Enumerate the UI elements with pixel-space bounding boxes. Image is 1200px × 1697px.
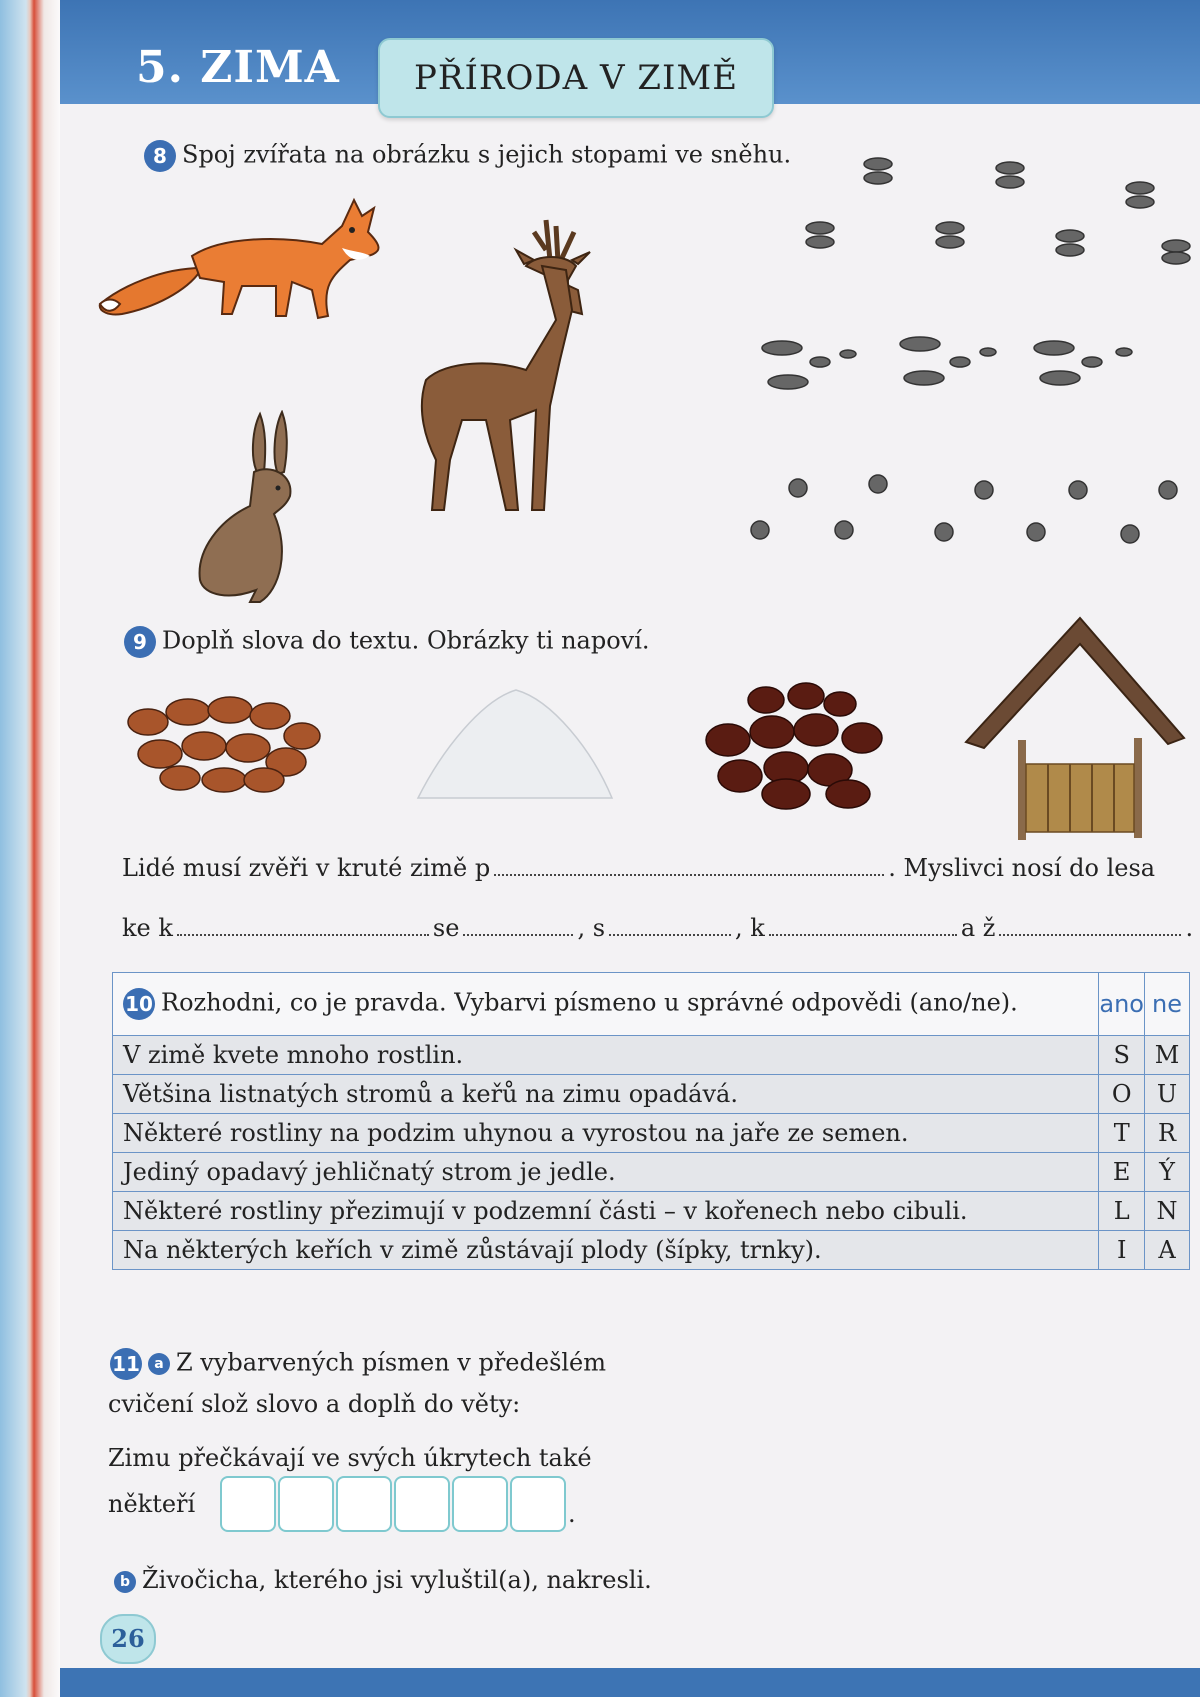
task-11a-text-1: Z vybarvených písmen v předešlém (176, 1348, 607, 1377)
task-9-heading (124, 626, 650, 658)
line2-text-f: . (1185, 914, 1194, 942)
chestnuts-picture (700, 680, 896, 812)
no-column-header: ne (1145, 973, 1190, 1036)
letter-box-3[interactable] (336, 1476, 392, 1532)
task-11a-sentence-line-1: Zimu přečkávají ve svých úkrytech také (108, 1444, 592, 1472)
page-edge (0, 0, 60, 1697)
table-row (113, 1153, 1190, 1192)
table-row (113, 1075, 1190, 1114)
acorns-picture (118, 682, 324, 794)
answer-blank-2[interactable] (177, 912, 429, 936)
roe-deer-illustration[interactable] (406, 210, 626, 520)
topic-title: PŘÍRODA V ZIMĚ (378, 38, 774, 118)
line2-text-e: a ž (960, 914, 996, 942)
task-11a-text-line-2: cvičení slož slovo a doplň do věty: (108, 1390, 521, 1418)
yes-letter[interactable]: E (1099, 1153, 1145, 1192)
statement: Jediný opadavý jehličnatý strom je jedle. (113, 1153, 1099, 1192)
subtask-a-badge: a (148, 1353, 170, 1375)
statement: V zimě kvete mnoho rostlin. (113, 1036, 1099, 1075)
salt-picture (412, 680, 618, 804)
line1-text-a: Lidé musí zvěři v kruté zimě p (122, 854, 491, 882)
answer-blank-4[interactable] (609, 912, 731, 936)
task-11a-sentence-start: někteří (108, 1490, 196, 1518)
answer-blank-6[interactable] (999, 912, 1181, 936)
letter-box-4[interactable] (394, 1476, 450, 1532)
no-letter[interactable]: Ý (1145, 1153, 1190, 1192)
yes-letter[interactable]: T (1099, 1114, 1145, 1153)
true-false-table (112, 972, 1190, 1270)
answer-blank-5[interactable] (769, 912, 957, 936)
task-text: Doplň slova do textu. Obrázky ti napoví. (162, 626, 650, 655)
statement: Většina listnatých stromů a keřů na zimu opadává. (113, 1075, 1099, 1114)
statement: Některé rostliny na podzim uhynou a vyrostou na jaře ze semen. (113, 1114, 1099, 1153)
deer-tracks[interactable] (762, 337, 1132, 389)
task-number: 10 (123, 988, 155, 1020)
task-9-line-1 (122, 852, 1155, 882)
task-11a-heading (110, 1348, 606, 1380)
task-10-heading (113, 973, 1099, 1036)
no-letter[interactable]: R (1145, 1114, 1190, 1153)
task-text: Spoj zvířata na obrázku s jejich stopami ve sněhu. (182, 140, 792, 169)
table-row (113, 1036, 1190, 1075)
hare-tracks[interactable] (806, 158, 1190, 264)
yes-letter[interactable]: I (1099, 1231, 1145, 1270)
task-number: 9 (124, 626, 156, 658)
letter-box-5[interactable] (452, 1476, 508, 1532)
fox-illustration[interactable] (92, 186, 392, 336)
letter-box-6[interactable] (510, 1476, 566, 1532)
letter-box-1[interactable] (220, 1476, 276, 1532)
page-number: 26 (100, 1614, 156, 1664)
table-row (113, 1231, 1190, 1270)
chapter-title: 5. ZIMA (136, 42, 340, 93)
answer-blank-1[interactable] (494, 852, 884, 876)
yes-letter[interactable]: S (1099, 1036, 1145, 1075)
table-row (113, 1114, 1190, 1153)
task-11b-heading (114, 1566, 652, 1594)
feeding-rack-picture (962, 614, 1188, 844)
yes-letter[interactable]: L (1099, 1192, 1145, 1231)
table-row (113, 1192, 1190, 1231)
yes-letter[interactable]: O (1099, 1075, 1145, 1114)
task-11b-text: Živočicha, kterého jsi vyluštil(a), nakresli. (142, 1566, 652, 1594)
line2-text-a: ke k (122, 914, 173, 942)
letter-box-2[interactable] (278, 1476, 334, 1532)
no-letter[interactable]: M (1145, 1036, 1190, 1075)
table-header-row (113, 973, 1190, 1036)
task-9-line-2 (122, 912, 1193, 942)
line1-text-b: . Myslivci nosí do lesa (888, 854, 1156, 882)
line2-text-c: , s (577, 914, 606, 942)
task-number: 8 (144, 140, 176, 172)
answer-blank-3[interactable] (463, 912, 573, 936)
hare-illustration[interactable] (190, 410, 320, 610)
task-number: 11 (110, 1348, 142, 1380)
line2-text-b: se (432, 914, 460, 942)
footer-band (60, 1668, 1200, 1697)
task-text: Rozhodni, co je pravda. Vybarvi písmeno u správné odpovědi (ano/ne). (161, 988, 1018, 1017)
no-letter[interactable]: N (1145, 1192, 1190, 1231)
statement: Na některých keřích v zimě zůstávají plody (šípky, trnky). (113, 1231, 1099, 1270)
no-letter[interactable]: U (1145, 1075, 1190, 1114)
subtask-b-badge: b (114, 1571, 136, 1593)
fox-tracks[interactable] (751, 475, 1177, 543)
yes-column-header: ano (1099, 973, 1145, 1036)
sentence-end: . (568, 1500, 576, 1528)
animal-tracks[interactable] (720, 150, 1200, 570)
statement: Některé rostliny přezimují v podzemní části – v kořenech nebo cibuli. (113, 1192, 1099, 1231)
task-8-heading (144, 140, 791, 172)
line2-text-d: , k (735, 914, 765, 942)
no-letter[interactable]: A (1145, 1231, 1190, 1270)
